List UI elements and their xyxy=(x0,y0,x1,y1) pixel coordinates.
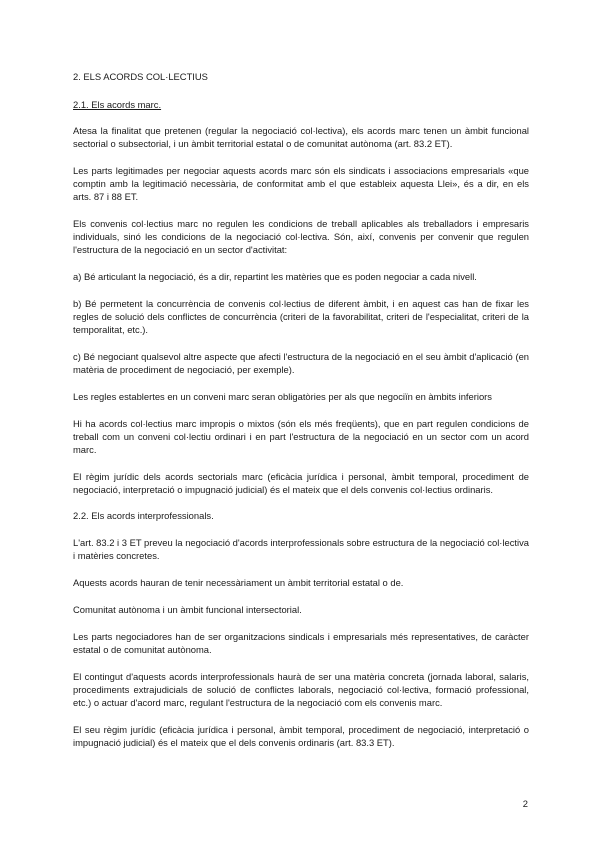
paragraph: Hi ha acords col·lectius marc impropis o mixtos (són els més freqüents), que en part regulen condicions de treball com un conveni col·lectiu ordinari i en part l'estructura de la negociació en un sector com un acord marc. xyxy=(73,417,529,455)
paragraph: b) Bé permetent la concurrència de convenis col·lectius de diferent àmbit, i en aquest cas han de fixar les regles de solució dels conflictes de concurrència (criteri de la favorabilitat, criteri de l'especialitat, criteri de la temporalitat, etc.). xyxy=(73,297,529,336)
section-title: 2. ELS ACORDS COL·LECTIUS xyxy=(73,71,208,82)
paragraph: Les parts negociadores han de ser organitzacions sindicals i empresarials més representatives, de caràcter estatal o de comunitat autònoma. xyxy=(73,630,529,655)
paragraph: Comunitat autònoma i un àmbit funcional intersectorial. xyxy=(73,603,302,615)
paragraph: Els convenis col·lectius marc no regulen les condicions de treball aplicables als treballadors i empresaris individuals, sinó les condicions de la negociació col·lectiva. Són, així, convenis per convenir que regulen l'estructura de la negociació en un sector d'activitat: xyxy=(73,218,529,256)
subsection-title-acords-interprofessionals: 2.2. Els acords interprofessionals. xyxy=(73,510,214,522)
paragraph: El seu règim jurídic (eficàcia jurídica i personal, àmbit temporal, procediment de negociació, interpretació o impugnació judicial) és el mateix que el dels convenis ordinaris (art. 83.3 ET). xyxy=(73,723,529,748)
paragraph: El règim jurídic dels acords sectorials marc (eficàcia jurídica i personal, àmbit temporal, procediment de negociació, interpretació o impugnació judicial) és el mateix que el dels convenis col·lectius ordinaris. xyxy=(73,470,529,495)
paragraph: Aquests acords hauran de tenir necessàriament un àmbit territorial estatal o de. xyxy=(73,577,404,589)
paragraph: Les regles establertes en un conveni marc seran obligatòries per als que negociïn en àmbits inferiors xyxy=(73,390,492,402)
subsection-title-acords-marc xyxy=(73,98,529,111)
document-content xyxy=(73,70,529,762)
paragraph: Les parts legitimades per negociar aquests acords marc són els sindicats i associacions empresarials «que comptin amb la legitimació necessària, de conformitat amb el que estableix aquesta Llei», és a dir, en els arts. 87 i 88 ET. xyxy=(73,165,529,203)
paragraph: c) Bé negociant qualsevol altre aspecte que afecti l'estructura de la negociació en el seu àmbit d'aplicació (en matèria de procediment de negociació, per exemple). xyxy=(73,350,529,376)
paragraph: a) Bé articulant la negociació, és a dir, repartint les matèries que es poden negociar a cada nivell. xyxy=(73,271,477,283)
paragraph: El contingut d'aquests acords interprofessionals haurà de ser una matèria concreta (jornada laboral, salaris, procediments extrajudicials de solució de conflictes laborals, negociació col·lectiva, formació professional, etc.) o actuar d'acord marc, regulant l'estructura de la negociació com els convenis marc. xyxy=(73,670,529,708)
page-number: 2 xyxy=(522,798,528,809)
subsection-title-acords-marc-text: 2.1. Els acords marc. xyxy=(73,98,162,110)
paragraph: Atesa la finalitat que pretenen (regular la negociació col·lectiva), els acords marc tenen un àmbit funcional sectorial o subsectorial, i un àmbit territorial estatal o de comunitat autònoma (art. 83.2 ET). xyxy=(73,125,529,150)
paragraph: L'art. 83.2 i 3 ET preveu la negociació d'acords interprofessionals sobre estructura de la negociació col·lectiva i matèries concretes. xyxy=(73,537,529,562)
